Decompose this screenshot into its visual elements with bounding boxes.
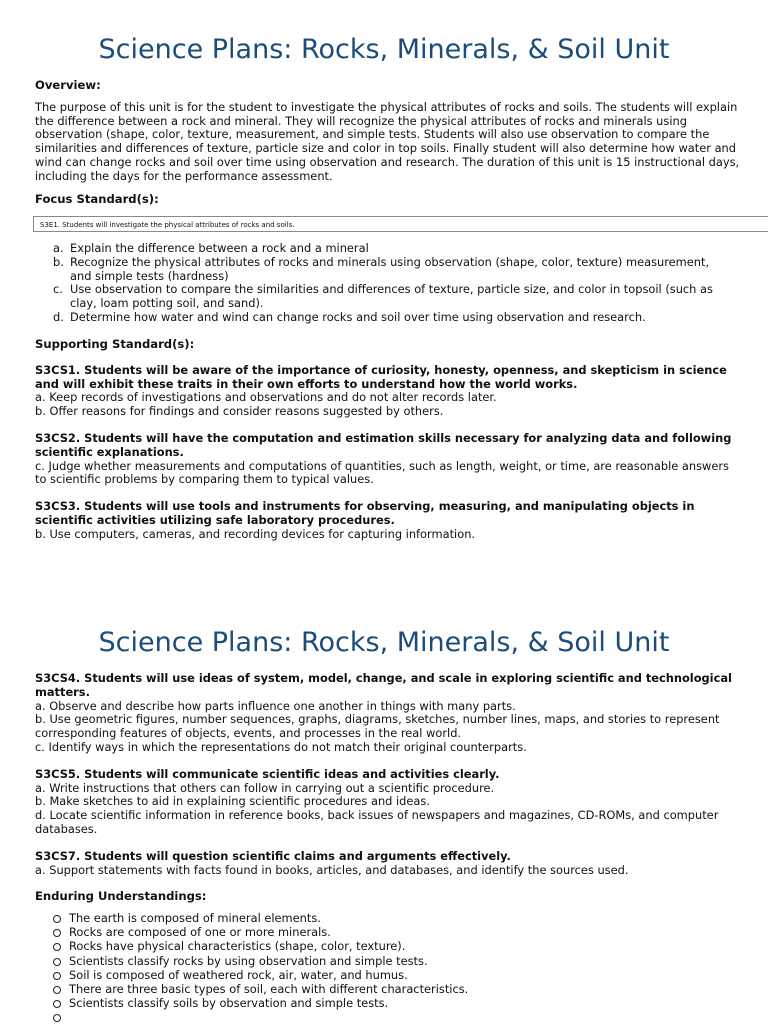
list-item: c. Use observation to compare the similarities and differences of texture, particle size, and color in topsoil (such as clay, loam potting soil, and sand). [53, 282, 713, 311]
overview-label: Overview: [35, 78, 101, 92]
list-item [35, 1011, 740, 1025]
bullet-icon [53, 929, 61, 937]
list-item: b. Recognize the physical attributes of rocks and minerals using observation (shape, color, texture) measurement, and simple tests (hardness) [53, 254, 710, 283]
list-item: Scientists classify soils by observation and simple tests. [35, 997, 740, 1011]
enduring-understandings-list-wrap [35, 912, 740, 1026]
bullet-icon [53, 915, 61, 923]
bullet-icon [53, 1014, 61, 1022]
standard-heading: S3CS2. Students will have the computation and estimation skills necessary for analyzing data and following scientific explanations. [35, 430, 732, 459]
supporting-standard-label: Supporting Standard(s): [35, 337, 195, 351]
standard-item: a. Write instructions that others can follow in carrying out a scientific procedure. [35, 780, 495, 795]
list-item: d. Determine how water and wind can change rocks and soil over time using observation and research. [53, 309, 646, 324]
list-item: Soil is composed of weathered rock, air, water, and humus. [35, 969, 740, 983]
list-item: a. Explain the difference between a rock and a mineral [53, 241, 369, 255]
standard-item: a. Observe and describe how parts influence one another in things with many parts. [35, 698, 516, 713]
standard-heading: S3CS7. Students will question scientific claims and arguments effectively. [35, 848, 511, 863]
focus-standard-label: Focus Standard(s): [35, 192, 159, 206]
standard-item: b. Make sketches to aid in explaining scientific procedures and ideas. [35, 794, 430, 809]
bullet-icon [53, 943, 61, 951]
overview-text: The purpose of this unit is for the student to investigate the physical attributes of rocks and soils. The students will explain the difference between a rock and mineral. They will recognize the physical attributes of rocks and minerals using observation (shape, color, texture, measurement, and simple tests. Students will also use observation to compare the similarities and differences of texture, particle size and color in top soils. Finally student will also determine how water and wind can change rocks and soil over time using observation and research. The duration of this unit is 15 instructional days, including the days for the performance assessment. [35, 99, 740, 183]
standard-item: b. Offer reasons for findings and consider reasons suggested by others. [35, 404, 444, 419]
supporting-standards-section [35, 338, 740, 542]
standard-heading: S3CS3. Students will use tools and instruments for observing, measuring, and manipulating objects in scientific activities utilizing safe laboratory procedures. [35, 499, 695, 527]
page-title: Science Plans: Rocks, Minerals, & Soil Unit [98, 627, 670, 658]
list-item: The earth is composed of mineral elements. [35, 912, 740, 926]
overview-section [35, 79, 740, 184]
standard-item: b. Use geometric figures, number sequences, graphs, diagrams, sketches, number lines, maps, and stories to represent corresponding features of objects, events, and processes in the real world. [35, 712, 720, 741]
page-title: Science Plans: Rocks, Minerals, & Soil Unit [98, 34, 670, 65]
focus-standard-list [35, 242, 725, 325]
standard-item: c. Judge whether measurements and computations of quantities, such as length, weight, or time, are reasonable answers to scientific problems by comparing them to typical values. [35, 458, 729, 487]
enduring-understandings-list [35, 912, 740, 1026]
standard-heading: S3CS4. Students will use ideas of system, model, change, and scale in exploring scientific and technological matters. [35, 671, 732, 699]
bullet-icon [53, 972, 61, 980]
focus-standard-label-wrap [35, 193, 740, 207]
list-item: Rocks have physical characteristics (shape, color, texture). [35, 940, 740, 954]
standard-item: d. Locate scientific information in reference books, back issues of newspapers and magazines, CD-ROMs, and computer databases. [35, 808, 719, 836]
focus-standard-box: S3E1. Students will investigate the physical attributes of rocks and soils. [33, 216, 768, 232]
standard-item: c. Identify ways in which the representations do not match their original counterparts. [35, 739, 527, 754]
standard-heading: S3CS5. Students will communicate scientific ideas and activities clearly. [35, 766, 500, 781]
focus-standard-list-wrap [35, 242, 725, 325]
enduring-understandings-label: Enduring Understandings: [35, 889, 207, 904]
standard-heading: S3CS1. Students will be aware of the importance of curiosity, honesty, openness, and skepticism in science and will exhibit these traits in their own efforts to understand how the world works. [35, 362, 727, 391]
list-item: Scientists classify rocks by using observation and simple tests. [35, 955, 740, 969]
bullet-icon [53, 958, 61, 966]
list-item: Rocks are composed of one or more minerals. [35, 926, 740, 940]
standard-item: b. Use computers, cameras, and recording devices for capturing information. [35, 526, 476, 541]
bullet-icon [53, 1000, 61, 1008]
supporting-standards-continued [35, 672, 740, 904]
bullet-icon [53, 986, 61, 994]
standard-item: a. Keep records of investigations and observations and do not alter records later. [35, 390, 497, 405]
list-item: There are three basic types of soil, each with different characteristics. [35, 983, 740, 997]
standard-item: a. Support statements with facts found in books, articles, and databases, and identify the sources used. [35, 862, 629, 877]
